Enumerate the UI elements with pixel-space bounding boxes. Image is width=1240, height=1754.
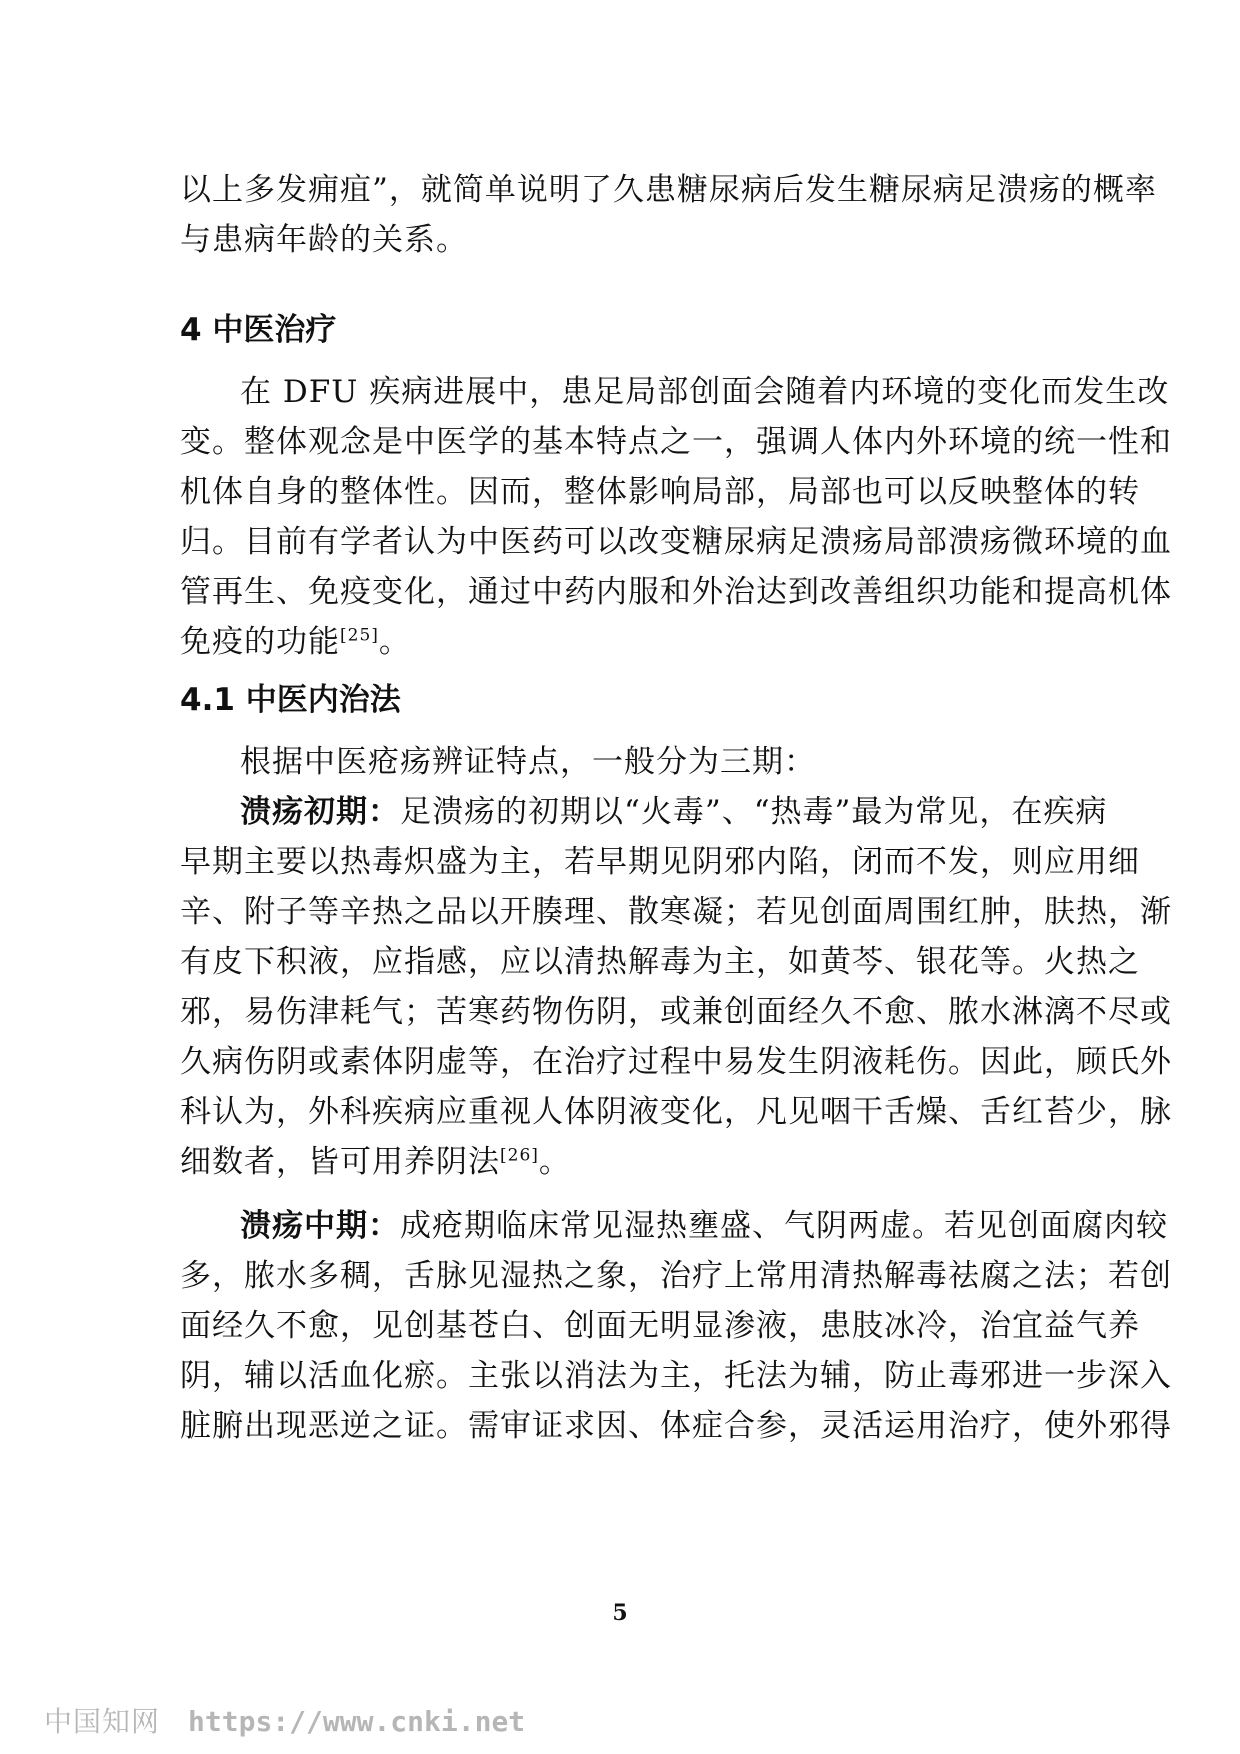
body-line: 辛、附子等辛热之品以开腠理、散寒凝；若见创面周围红肿，肤热，渐 <box>180 894 1172 930</box>
body-line: 邪，易伤津耗气；苦寒药物伤阴，或兼创面经久不愈、脓水淋漓不尽或 <box>180 994 1172 1030</box>
body-text: 细数者，皆可用养阴法 <box>180 1144 500 1180</box>
watermark-footer <box>44 1700 525 1740</box>
body-line: 机体自身的整体性。因而，整体影响局部，局部也可以反映整体的转 <box>180 474 1140 510</box>
body-line: 有皮下积液，应指感，应以清热解毒为主，如黄芩、银花等。火热之 <box>180 944 1140 980</box>
stage-label-middle: 溃疡中期： <box>240 1208 400 1244</box>
body-line: 面经久不愈，见创基苍白、创面无明显渗液，患肢冰冷，治宜益气养 <box>180 1308 1140 1344</box>
body-line: 久病伤阴或素体阴虚等，在治疗过程中易发生阴液耗伤。因此，顾氏外 <box>180 1044 1172 1080</box>
punctuation: 。 <box>538 1144 571 1180</box>
body-line: 早期主要以热毒炽盛为主，若早期见阴邪内陷，闭而不发，则应用细 <box>180 844 1140 880</box>
body-line: 与患病年龄的关系。 <box>180 222 468 258</box>
body-text: 成疮期临床常见湿热壅盛、气阴两虚。若见创面腐肉较 <box>400 1208 1168 1244</box>
body-line-with-lead <box>240 792 1108 832</box>
body-line: 在 DFU 疾病进展中，患足局部创面会随着内环境的变化而发生改 <box>240 374 1170 410</box>
cnki-logo: 中国知网 <box>44 1705 161 1738</box>
citation: [25] <box>340 625 379 646</box>
body-text: 免疫的功能 <box>180 624 340 660</box>
punctuation: 。 <box>378 624 411 660</box>
body-line: 多，脓水多稠，舌脉见湿热之象，治疗上常用清热解毒祛腐之法；若创 <box>180 1258 1172 1294</box>
body-line-with-lead <box>240 1206 1168 1246</box>
body-line: 科认为，外科疾病应重视人体阴液变化，凡见咽干舌燥、舌红苔少，脉 <box>180 1094 1172 1130</box>
stage-label-early: 溃疡初期： <box>240 794 400 830</box>
page-number: 5 <box>612 1600 628 1626</box>
subsection-heading: 4.1 中医内治法 <box>180 682 401 718</box>
body-line: 以上多发痈疽”，就简单说明了久患糖尿病后发生糖尿病足溃疡的概率 <box>180 172 1157 208</box>
section-heading: 4 中医治疗 <box>180 312 337 348</box>
cnki-url: https://www.cnki.net <box>188 1705 526 1738</box>
body-line: 管再生、免疫变化，通过中药内服和外治达到改善组织功能和提高机体 <box>180 574 1172 610</box>
body-line: 根据中医疮疡辨证特点，一般分为三期： <box>240 744 816 780</box>
body-line: 脏腑出现恶逆之证。需审证求因、体症合参，灵活运用治疗，使外邪得 <box>180 1408 1172 1444</box>
citation: [26] <box>500 1145 539 1166</box>
body-line-with-citation <box>180 1142 1100 1182</box>
body-text: 足溃疡的初期以“火毒”、“热毒”最为常见，在疾病 <box>400 794 1108 830</box>
body-line: 归。目前有学者认为中医药可以改变糖尿病足溃疡局部溃疡微环境的血 <box>180 524 1172 560</box>
body-line-with-citation <box>180 622 1100 662</box>
body-line: 阴，辅以活血化瘀。主张以消法为主，托法为辅，防止毒邪进一步深入 <box>180 1358 1172 1394</box>
body-line: 变。整体观念是中医学的基本特点之一，强调人体内外环境的统一性和 <box>180 424 1172 460</box>
